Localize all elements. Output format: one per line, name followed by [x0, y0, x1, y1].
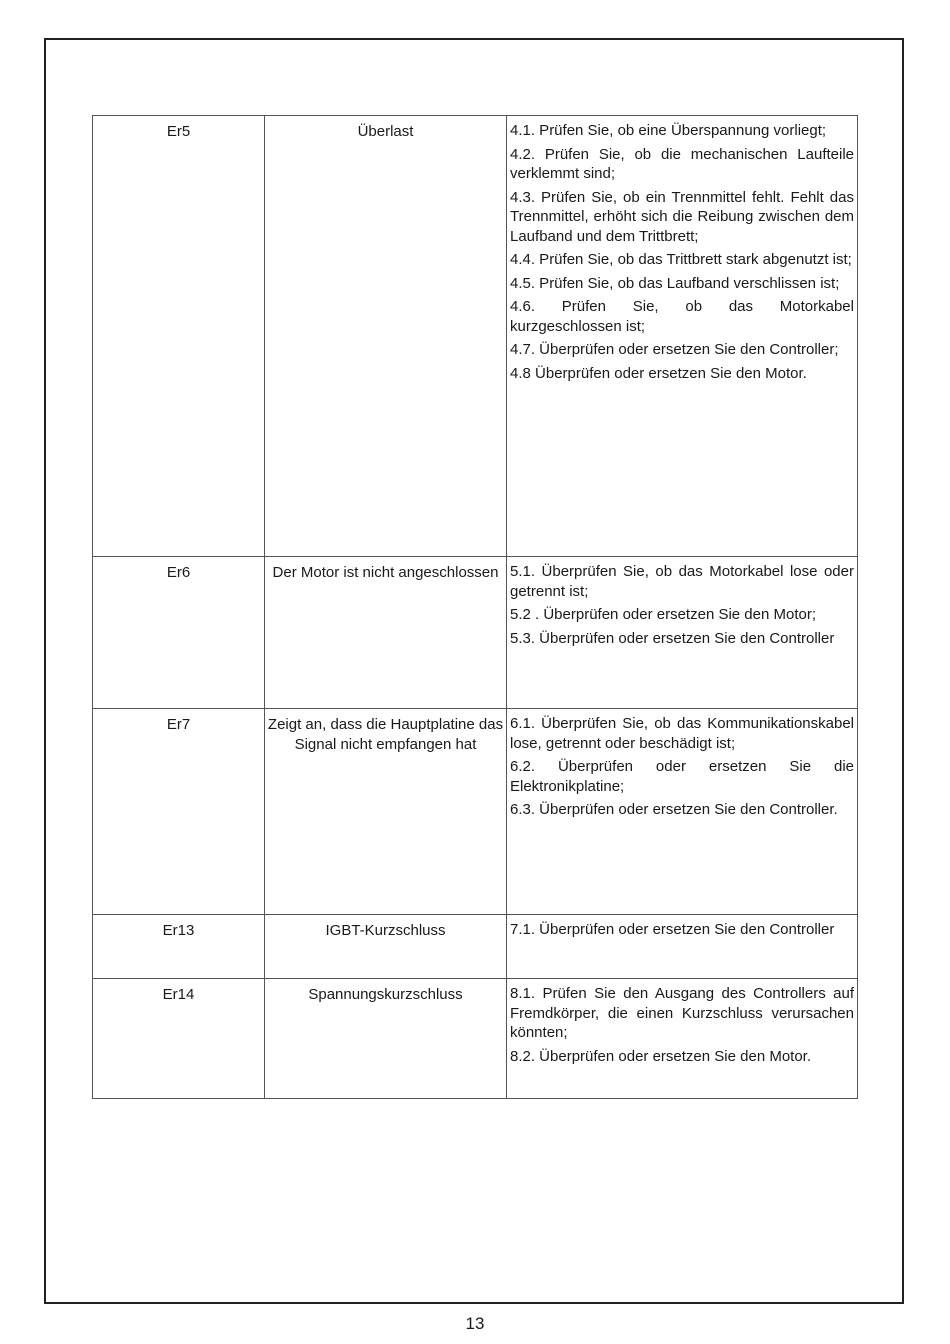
error-code: Er14 — [93, 979, 265, 1099]
solution-item: 4.8 Überprüfen oder ersetzen Sie den Motor. — [510, 364, 807, 382]
solution-list — [507, 557, 858, 709]
solution-item: 4.1. Prüfen Sie, ob eine Überspannung vorliegt; — [510, 122, 827, 139]
solution-item: 7.1. Überprüfen oder ersetzen Sie den Controller — [510, 921, 835, 938]
error-code: Er7 — [93, 709, 265, 915]
solution-list — [507, 116, 858, 557]
page-number: 13 — [465, 1314, 485, 1333]
solution-list — [507, 915, 858, 979]
error-description: Überlast — [265, 116, 507, 557]
solution-item: 6.3. Überprüfen oder ersetzen Sie den Controller. — [510, 801, 838, 818]
solution-item: 4.2. Prüfen Sie, ob die mechanischen Laufteile verklemmt sind; — [510, 145, 854, 182]
error-description: Zeigt an, dass die Hauptplatine das Signal nicht empfangen hat — [265, 709, 507, 915]
solution-item: 4.3. Prüfen Sie, ob ein Trennmittel fehlt. Fehlt das Trennmittel, erhöht sich die Reibung zwischen dem Laufband und dem Trittbrett; — [510, 188, 854, 245]
error-code: Er6 — [93, 557, 265, 709]
solution-item: 5.2 . Überprüfen oder ersetzen Sie den Motor; — [510, 606, 817, 623]
solution-item: 6.2. Überprüfen oder ersetzen Sie die Elektronikplatine; — [510, 758, 854, 795]
solution-list — [507, 709, 858, 915]
table-row — [93, 557, 858, 709]
solution-item: 5.3. Überprüfen oder ersetzen Sie den Controller — [510, 629, 835, 647]
solution-item: 5.1. Überprüfen Sie, ob das Motorkabel lose oder getrennt ist; — [510, 563, 854, 600]
error-description: Spannungskurzschluss — [265, 979, 507, 1099]
solution-item: 4.5. Prüfen Sie, ob das Laufband verschlissen ist; — [510, 274, 840, 292]
solution-item: 4.4. Prüfen Sie, ob das Trittbrett stark abgenutzt ist; — [510, 251, 852, 268]
table-row — [93, 979, 858, 1099]
solution-item: 4.6. Prüfen Sie, ob das Motorkabel kurzgeschlossen ist; — [510, 298, 854, 335]
error-code: Er13 — [93, 915, 265, 979]
solution-item: 8.1. Prüfen Sie den Ausgang des Controllers auf Fremdkörper, die einen Kurzschluss verursachen könnten; — [510, 985, 854, 1041]
error-description: IGBT-Kurzschluss — [265, 915, 507, 979]
table-row — [93, 116, 858, 557]
error-code-table — [92, 115, 858, 1099]
error-description: Der Motor ist nicht angeschlossen — [265, 557, 507, 709]
table-row — [93, 915, 858, 979]
error-code: Er5 — [93, 116, 265, 557]
solution-item: 6.1. Überprüfen Sie, ob das Kommunikationskabel lose, getrennt oder beschädigt ist; — [510, 715, 854, 752]
solution-item: 4.7. Überprüfen oder ersetzen Sie den Controller; — [510, 341, 839, 358]
table-row — [93, 709, 858, 915]
solution-list — [507, 979, 858, 1099]
solution-item: 8.2. Überprüfen oder ersetzen Sie den Motor. — [510, 1047, 812, 1065]
